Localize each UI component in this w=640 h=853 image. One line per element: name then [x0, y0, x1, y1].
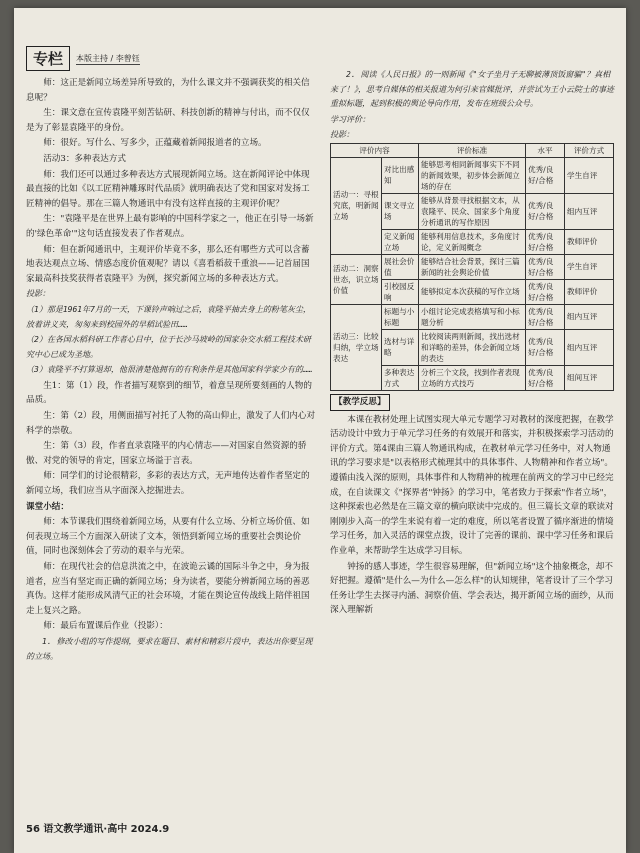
- page-footer: 56 语文教学通讯·高中 2024.9: [26, 824, 170, 835]
- paragraph: 投影：: [26, 289, 50, 299]
- paragraph: 师：本节课我们围绕着新闻立场，从要有什么立场、分析立场价值、如何表现立场三个方面深入研读了文本，领悟到新闻立场的重要社会舆论价值，同时也深刻体会了劳动的艰辛与光荣。: [26, 517, 310, 557]
- table-cell-level: 优秀/良好/合格: [526, 329, 565, 365]
- paragraph: 师：很好。写什么、写多少，正蕴藏着新闻报道者的立场。: [43, 138, 267, 149]
- table-cell-method: 学生自评: [565, 157, 614, 193]
- paragraph: 生1：第（1）段，作者描写观察到的细节，着意呈现所要刻画的人物的品质。: [26, 380, 312, 406]
- paragraph: （2）在各国水稻科研工作者心目中，位于长沙马坡岭的国家杂交水稻工程技术研究中心已成为圣地。: [26, 335, 311, 359]
- paragraph: （3）袁隆平不打算退却，他很清楚他拥有的有利条件是其他国家科学家少有的……: [26, 365, 313, 375]
- table-cell-level: 优秀/良好/合格: [526, 254, 565, 279]
- right-column: [330, 68, 614, 619]
- table-row: [331, 157, 614, 193]
- column-title: 专栏: [26, 46, 70, 71]
- table-cell-sub: 展社会价值: [382, 254, 419, 279]
- table-caption: 投影：: [330, 130, 354, 140]
- paragraph: 师：最后布置课后作业（投影）：: [43, 621, 168, 632]
- reflection-label: 【教学反思】: [330, 394, 390, 411]
- projection-quotes: [26, 287, 316, 378]
- table-cell-sub: 引校园反响: [382, 279, 419, 304]
- table-cell-level: 优秀/良好/合格: [526, 279, 565, 304]
- paragraph: 活动3：多种表达方式: [43, 153, 126, 164]
- paragraph: 生：课文意在宣传袁隆平刻苦钻研、科技创新的精神与付出，而不仅仅是为了彰显袁隆平的身份。: [26, 108, 310, 133]
- table-cell-level: 优秀/良好/合格: [526, 157, 565, 193]
- paragraph: 师：我们还可以通过多种表达方式展现新闻立场。这在新闻评论中体现最直接的比如《以工匠精神雕琢时代品质》就明确表达了党和国家对发扬工匠精神的倡导。那在三篇人物通讯中有没有这样直接的主观评价呢？: [26, 169, 310, 209]
- table-cell-standard: 能够利用信息技术，多角度讨论，定义新闻概念: [419, 229, 526, 254]
- column-editor: 本版主持 / 李曾钰: [76, 53, 140, 63]
- paragraph: 钟扬的感人事迹，学生很容易理解，但"新闻立场"这个抽象概念，却不好把握。遵循"是什么—为什么—怎么样"的认知规律，笔者设计了三个学习任务让学生去探寻内涵、洞察价值、学会表达，揭开新闻立场的面纱，从而深入理解新: [330, 561, 614, 616]
- table-cell-standard: 分析三个文段，找到作者表现立场的方式技巧: [419, 365, 526, 390]
- table-cell-standard: 比较阅读两则新闻，找出选材和详略的差异，体会新闻立场的表达: [419, 329, 526, 365]
- paragraph: 生：第（2）段，用侧面描写衬托了人物的高山仰止，激发了人们内心对科学的崇敬。: [26, 411, 316, 436]
- table-cell-method: 学生自评: [565, 254, 614, 279]
- table-cell-sub: 多种表达方式: [382, 365, 419, 390]
- table-header: 评价方式: [565, 143, 614, 157]
- table-cell-level: 优秀/良好/合格: [526, 365, 565, 390]
- paragraph: （1）那是1961年7月的一天，下课铃声响过之后，袁隆平抽去身上的粉笔灰尘，放着讲义夹，匆匆来到校园外的早稻试验田……: [26, 304, 311, 329]
- table-cell-method: 组内互评: [565, 304, 614, 329]
- table-row: [331, 254, 614, 279]
- activity-cell: 活动三：比较归纳，学立场表达: [331, 304, 382, 390]
- table-cell-sub: 对比出感知: [382, 157, 419, 193]
- left-column: [26, 76, 316, 665]
- paragraph: 师：这正是新闻立场差异所导致的，为什么课文并不强调获奖的相关信息呢？: [26, 78, 310, 103]
- table-cell-sub: 选材与详略: [382, 329, 419, 365]
- activity-cell: 活动二：洞察世态，识立场价值: [331, 254, 382, 304]
- activity-cell: 活动一：寻根究底，明新闻立场: [331, 157, 382, 254]
- table-cell-standard: 能够结合社会背景，探讨三篇新闻的社会舆论价值: [419, 254, 526, 279]
- table-cell-sub: 标题与小标题: [382, 304, 419, 329]
- column-header: [26, 46, 140, 71]
- paragraph: 师：同学们的讨论很精彩，多彩的表达方式，无声地传达着作者坚定的新闻立场，我们应当从字面深入挖掘进去。: [26, 471, 310, 497]
- paragraph: 生："袁隆平是在世界上最有影响的中国科学家之一，他正在引导一场新的'绿色革命'"这句话直接发表了作者观点。: [26, 214, 314, 239]
- paragraph: 本课在教材处理上试图实现大单元专题学习对教材的深度把握，在教学活动设计中致力于单元学习任务的有效展开和落实，并积极探索学习活动的评价方式。第4课由三篇人物通讯构成，在教材单元学习任务中，对人物通讯的学习要求是"以表格形式梳理其中的具体事件、人物精神和作者立场"。遵循由浅入深的原则，具体事件和人物精神的梳理在前两文的学习中已经完成，在自读课文《"探界者"钟扬》的学习中，笔者致力于探索"作者立场"，这种探索也必然是在三篇文章的横向联读中完成的。但三篇长文章的联读对刚刚步入高一的学生来说有着一定的难度，所以笔者设置了循序渐进的情境学习任务，加入灵活的课堂点拨，设计了完善的课前、课中学习任务和课后作业单，来帮助学生达成学习目标。: [330, 414, 614, 556]
- homework-item-2: 2. 阅读《人民日报》的一则新闻《"女子坐月子无聊被薄顶饭窗骗"？真相来了！》，思考自媒体的相关报道为何引来官媒批评，并尝试为王小云院士的事迹重拟标题，起到积极的舆论导向作用，发布在班级公众号。: [330, 70, 614, 109]
- table-cell-level: 优秀/良好/合格: [526, 229, 565, 254]
- table-cell-standard: 小组讨论完成表格填写和小标题分析: [419, 304, 526, 329]
- table-cell-method: 组内互评: [565, 193, 614, 229]
- homework-item-1: 1. 修改小组的写作提纲，要求在题目、素材和精彩片段中，表达出你要呈现的立场。: [26, 636, 313, 661]
- paragraph: 生：第（3）段，作者直录袁隆平的内心情志——对国家自然资源的骄傲、对党的领导的肯定，国家立场溢于言表。: [26, 441, 307, 466]
- table-cell-method: 教师评价: [565, 279, 614, 304]
- magazine-page: [14, 8, 626, 853]
- table-cell-method: 教师评价: [565, 229, 614, 254]
- table-cell-sub: 课文寻立场: [382, 193, 419, 229]
- table-header: 评价内容: [331, 143, 419, 157]
- paragraph: 师：但在新闻通讯中，主观评价毕竟不多，那么还有哪些方式可以含蓄地表达观点立场、情感态度价值观呢？请以《喜看稻菽千重浪——记首届国家最高科技奖获得者袁隆平》为例，探究新闻立场的多种表达方式。: [26, 244, 310, 284]
- summary-title: 课堂小结：: [26, 501, 69, 512]
- table-header: 评价标准: [419, 143, 526, 157]
- table-cell-method: 组间互评: [565, 365, 614, 390]
- evaluation-table: [330, 143, 614, 391]
- table-cell-method: 组内互评: [565, 329, 614, 365]
- table-cell-sub: 定义新闻立场: [382, 229, 419, 254]
- table-row: [331, 304, 614, 329]
- table-cell-standard: 能够从背景寻找根据文本，从袁隆平、民众、国家多个角度分析通讯的写作原因: [419, 193, 526, 229]
- eval-title: 学习评价：: [330, 114, 370, 124]
- paragraph: 师：在现代社会的信息洪流之中，在波诡云谲的国际斗争之中，身为报道者，应当有坚定而正确的新闻立场；身为读者，要能分辨新闻立场的善恶真伪。这样才能形成风清气正的社会环境，才能在舆论宣传战线上陪伴祖国走上复兴之路。: [26, 562, 310, 616]
- table-cell-level: 优秀/良好/合格: [526, 304, 565, 329]
- table-cell-level: 优秀/良好/合格: [526, 193, 565, 229]
- table-cell-standard: 能够拟定本次获稿的写作立场: [419, 279, 526, 304]
- table-header: 水平: [526, 143, 565, 157]
- table-cell-standard: 能够思考相同新闻事实下不同的新闻效果，初步体会新闻立场的存在: [419, 157, 526, 193]
